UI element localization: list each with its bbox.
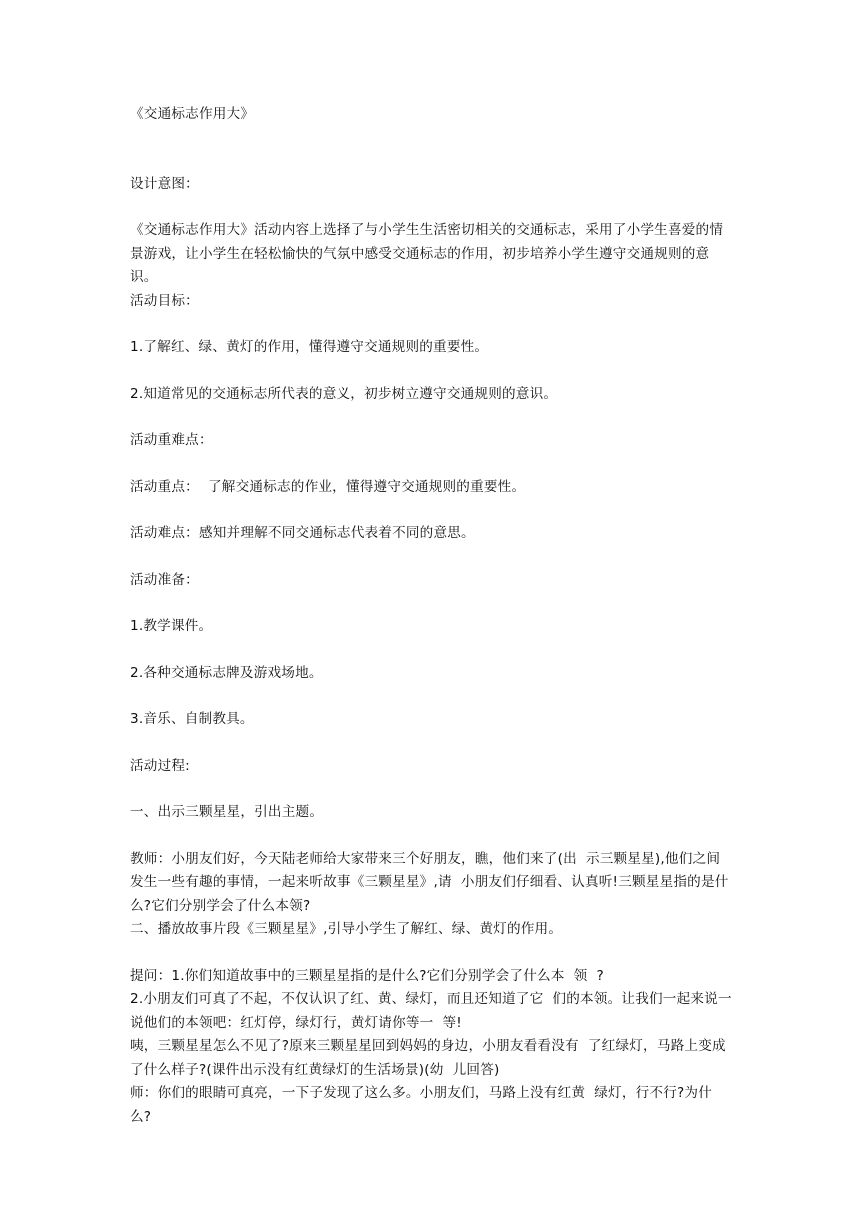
- prep-item-1: 1.教学课件。: [130, 618, 213, 634]
- question-paragraph-2: 2.小朋友们可真了不起，不仅认识了红、黄、绿灯，而且还知道了它 们的本领。让我们一起来说一说他们的本领吧：红灯停，绿灯行，黄灯请你等一 等!: [130, 991, 732, 1031]
- teacher-paragraph-1: 教师：小朋友们好，今天陆老师给大家带来三个好朋友，瞧，他们来了(出 示三颗星星),他们之间发生一些有趣的事情，一起来听故事《三颗星星》,请 小朋友们仔细看、认真听!三颗星星指的是什么?它们分别学会了什么本领?: [130, 850, 729, 914]
- prep-item-3: 3.音乐、自制教具。: [130, 711, 254, 727]
- prep-heading: 活动准备：: [130, 571, 199, 588]
- document-title: 《交通标志作用大》: [130, 106, 255, 122]
- process-step-2: 二、播放故事片段《三颗星星》,引导小学生了解红、绿、黄灯的作用。: [130, 921, 563, 937]
- key-point: 活动重点： 了解交通标志的作业，懂得遵守交通规则的重要性。: [130, 478, 526, 495]
- prep-item-2: 2.各种交通标志牌及游戏场地。: [130, 664, 323, 681]
- process-heading: 活动过程:: [130, 757, 190, 774]
- teacher-paragraph-2: 师：你们的眼睛可真亮，一下子发现了这么多。小朋友们，马路上没有红黄 绿灯，行不行?为什么?: [130, 1085, 712, 1125]
- goal-item-1: 1.了解红、绿、黄灯的作用，懂得遵守交通规则的重要性。: [130, 339, 489, 355]
- design-intent-paragraph: 《交通标志作用大》活动内容上选择了与小学生生活密切相关的交通标志，采用了小学生喜爱的情景游戏，让小学生在轻松愉快的气氛中感受交通标志的作用，初步培养小学生遵守交通规则的意识。: [130, 222, 724, 285]
- key-points-heading: 活动重难点：: [130, 432, 213, 448]
- goals-heading: 活动目标：: [130, 292, 199, 309]
- process-step-1: 一、出示三颗星星，引出主题。: [130, 804, 324, 820]
- difficult-point: 活动难点：感知并理解不同交通标志代表着不同的意思。: [130, 525, 475, 541]
- design-intent-heading: 设计意图：: [130, 175, 199, 192]
- stars-paragraph: 咦，三颗星星怎么不见了?原来三颗星星回到妈妈的身边，小朋友看看没有 了红绿灯，马路上变成了什么样子?(课件出示没有红黄绿灯的生活场景)(幼 儿回答): [130, 1038, 726, 1078]
- goal-item-2: 2.知道常见的交通标志所代表的意义，初步树立遵守交通规则的意识。: [130, 385, 558, 402]
- document-body: [130, 103, 732, 1129]
- question-paragraph: 提问：1.你们知道故事中的三颗星星指的是什么?它们分别学会了什么本 领 ?: [130, 967, 604, 984]
